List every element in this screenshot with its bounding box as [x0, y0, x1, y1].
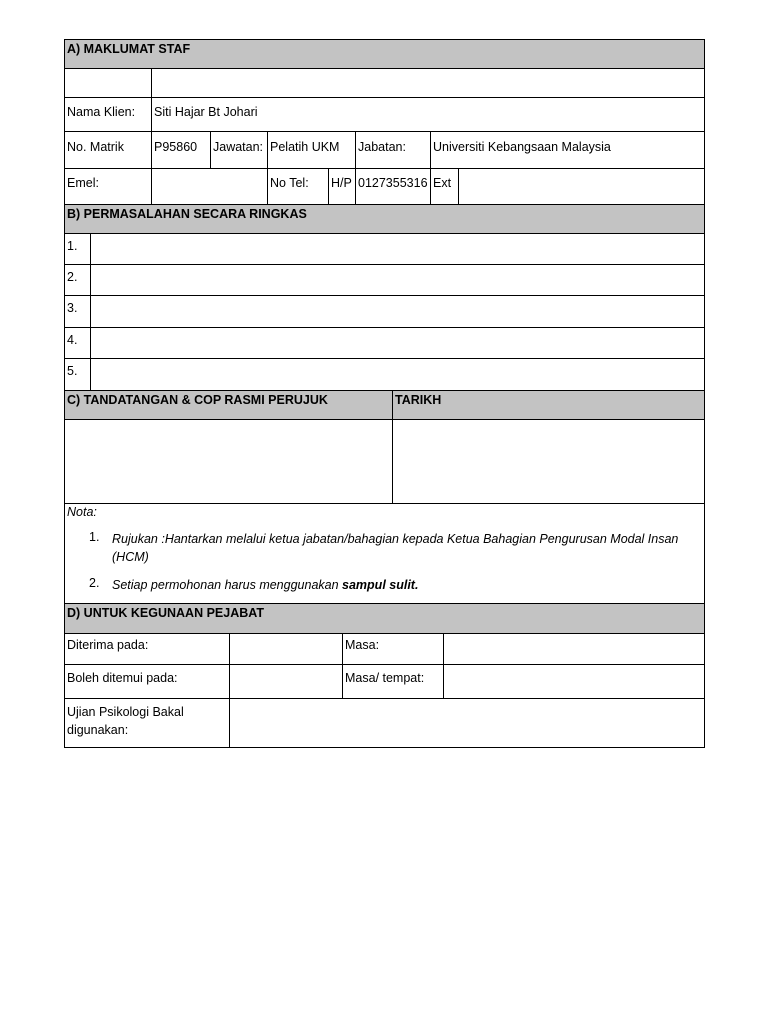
section-c-title: C) TANDATANGAN & COP RASMI PERUJUK: [67, 393, 328, 407]
hp-label-cell: [328, 168, 356, 205]
issue-number: 1.: [67, 239, 78, 253]
jabatan-label-cell: [355, 131, 431, 169]
masa-tempat-label-cell: [342, 664, 444, 699]
tarikh-header: [392, 390, 705, 420]
section-d-header: [64, 603, 705, 634]
masa-value-cell[interactable]: [443, 633, 705, 665]
boleh-value-cell[interactable]: [229, 664, 343, 699]
hp-label: H/P: [331, 176, 352, 190]
ext-label-cell: [430, 168, 459, 205]
issue-number: 2.: [67, 270, 78, 284]
ujian-label-line-2: digunakan:: [67, 723, 129, 737]
nota-item-2: [112, 576, 682, 594]
issue-input-cell[interactable]: [90, 233, 705, 265]
section-b-header: [64, 204, 705, 234]
hp-value-cell[interactable]: [355, 168, 431, 205]
issue-input-cell[interactable]: [90, 358, 705, 391]
signature-stamp-area[interactable]: [64, 419, 393, 504]
section-a-title: A) MAKLUMAT STAF: [67, 42, 191, 56]
nama-label-cell: [64, 97, 152, 132]
nama-label: Nama Klien:: [67, 105, 136, 119]
boleh-label: Boleh ditemui pada:: [67, 671, 178, 685]
issue-number: 5.: [67, 364, 78, 378]
issue-input-cell[interactable]: [90, 295, 705, 328]
jawatan-value: Pelatih UKM: [270, 140, 340, 154]
emel-label-cell: [64, 168, 152, 205]
boleh-label-cell: [64, 664, 230, 699]
hp-value: 0127355316: [358, 176, 428, 190]
jawatan-value-cell[interactable]: [267, 131, 356, 169]
notel-label: No Tel:: [270, 176, 309, 190]
nama-value: Siti Hajar Bt Johari: [154, 105, 258, 119]
issue-number: 4.: [67, 333, 78, 347]
ujian-label-cell: [64, 698, 230, 748]
blank-value-cell[interactable]: [151, 68, 705, 98]
ujian-value-cell[interactable]: [229, 698, 705, 748]
section-a-header: [64, 39, 705, 69]
jawatan-label-cell: [210, 131, 268, 169]
matrik-value-cell[interactable]: [151, 131, 211, 169]
issue-number-cell: [64, 295, 91, 328]
matrik-value: P95860: [154, 140, 198, 154]
tarikh-input-area[interactable]: [392, 419, 705, 504]
ext-label: Ext: [433, 176, 452, 190]
diterima-label: Diterima pada:: [67, 638, 149, 652]
masa-tempat-value-cell[interactable]: [443, 664, 705, 699]
masa-label: Masa:: [345, 638, 380, 652]
blank-label-cell: [64, 68, 152, 98]
nota-item-1-text: Hantarkan melalui ketua jabatan/bahagian kepada Ketua Bahagian Pengurusan Modal Insan (HCM): [112, 532, 679, 564]
nota-label: Nota:: [67, 505, 97, 519]
issue-number-cell: [64, 233, 91, 265]
section-c-header: [64, 390, 393, 420]
nota-item-1: [112, 530, 682, 566]
section-d-title: D) UNTUK KEGUNAAN PEJABAT: [67, 606, 264, 620]
nota-item-1-prefix: Rujukan :: [112, 532, 165, 546]
nota-block: [64, 503, 705, 604]
ext-value-cell[interactable]: [458, 168, 705, 205]
jabatan-value: Universiti Kebangsaan Malaysia: [433, 140, 611, 154]
ujian-label-line-1: Ujian Psikologi Bakal: [67, 705, 184, 719]
nota-item-2-bold: sampul sulit.: [342, 578, 419, 592]
tarikh-label: TARIKH: [395, 393, 442, 407]
issue-number-cell: [64, 264, 91, 296]
emel-value-cell[interactable]: [151, 168, 268, 205]
matrik-label-cell: [64, 131, 152, 169]
nama-value-cell[interactable]: [151, 97, 705, 132]
issue-number-cell: [64, 327, 91, 359]
diterima-label-cell: [64, 633, 230, 665]
issue-number: 3.: [67, 301, 78, 315]
matrik-label: No. Matrik: [67, 140, 124, 154]
emel-label: Emel:: [67, 176, 99, 190]
issue-number-cell: [64, 358, 91, 391]
nota-item-number: 2.: [89, 576, 100, 590]
section-b-title: B) PERMASALAHAN SECARA RINGKAS: [67, 207, 307, 221]
nota-item-number: 1.: [89, 530, 100, 544]
notel-label-cell: [267, 168, 329, 205]
issue-input-cell[interactable]: [90, 327, 705, 359]
nota-item-2-text: Setiap permohonan harus menggunakan: [112, 578, 343, 592]
jabatan-label: Jabatan:: [358, 140, 406, 154]
jabatan-value-cell[interactable]: [430, 131, 705, 169]
masa-label-cell: [342, 633, 444, 665]
jawatan-label: Jawatan:: [213, 140, 264, 154]
masa-tempat-label: Masa/ tempat:: [345, 671, 425, 685]
diterima-value-cell[interactable]: [229, 633, 343, 665]
issue-input-cell[interactable]: [90, 264, 705, 296]
